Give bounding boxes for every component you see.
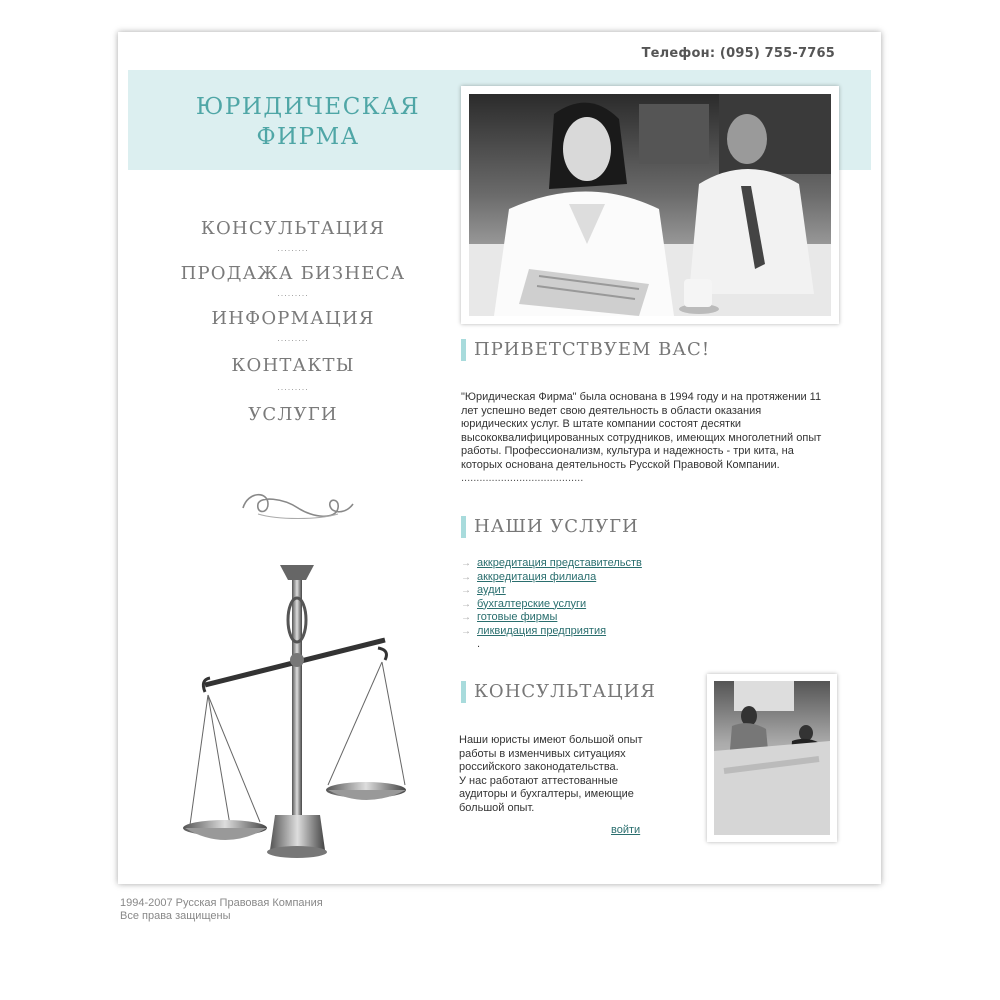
- list-item: [461, 611, 642, 625]
- welcome-paragraph: "Юридическая Фирма" была основана в 1994 году и на протяжении 11 лет успешно ведет свою деятельность в области оказания юридических услуг. В штате компании состоят десятки высококвалифицированных сотрудников, имеющих многолетний опыт работы. Профессионализм, культура и надежность - три кита, на которых основана деятельность Русской Правовой Компании.: [461, 391, 822, 471]
- services-list: [461, 557, 642, 652]
- service-link[interactable]: аккредитация филиала: [477, 570, 597, 583]
- meeting-image: [714, 681, 830, 835]
- welcome-text: [461, 391, 826, 486]
- office-people-image: [469, 94, 831, 316]
- footer-copyright: 1994-2007 Русская Правовая Компания: [120, 897, 323, 909]
- service-link[interactable]: аудит: [477, 584, 506, 596]
- services-trailing: .: [477, 638, 481, 650]
- welcome-title: ПРИВЕТСТВУЕМ ВАС!: [461, 339, 710, 361]
- list-item: [461, 598, 642, 612]
- footer: [120, 897, 323, 923]
- arrow-right-icon: →: [461, 571, 471, 583]
- phone-number: Телефон: (095) 755-7765: [641, 46, 835, 61]
- list-item: [461, 638, 642, 652]
- meeting-photo: [707, 674, 837, 842]
- hero-photo: [461, 86, 839, 324]
- consultation-title: КОНСУЛЬТАЦИЯ: [461, 681, 656, 703]
- list-item: [461, 557, 642, 571]
- page-container: [118, 32, 881, 884]
- service-link[interactable]: бухгалтерские услуги: [477, 597, 587, 610]
- nav-item-consultation[interactable]: КОНСУЛЬТАЦИЯ: [200, 218, 386, 239]
- consultation-paragraph-2: У нас работают аттестованные аудиторы и бухгалтеры, имеющие большой опыт.: [459, 774, 634, 814]
- consultation-text: [459, 734, 654, 815]
- logo[interactable]: [158, 92, 458, 152]
- scales-of-justice-icon: [180, 560, 420, 860]
- services-title: НАШИ УСЛУГИ: [461, 516, 639, 538]
- service-link[interactable]: ликвидация предприятия: [477, 624, 607, 637]
- main-nav: [158, 218, 428, 425]
- list-item: [461, 571, 642, 585]
- nav-separator: .........: [277, 333, 309, 343]
- list-item: [461, 625, 642, 639]
- nav-separator: .........: [277, 243, 309, 253]
- arrow-right-icon: →: [461, 585, 471, 596]
- consultation-paragraph-1: Наши юристы имеют большой опыт работы в изменчивых ситуациях российского законодательства.: [459, 734, 643, 773]
- nav-item-information[interactable]: ИНФОРМАЦИЯ: [211, 308, 375, 329]
- enter-link[interactable]: войти: [611, 824, 641, 836]
- logo-line-2: ФИРМА: [256, 124, 360, 150]
- nav-separator: .........: [277, 382, 309, 392]
- service-link[interactable]: готовые фирмы: [477, 611, 558, 623]
- service-link[interactable]: аккредитация представительств: [477, 557, 642, 569]
- list-item: [461, 584, 642, 598]
- nav-separator: .........: [277, 288, 309, 298]
- arrow-right-icon: →: [461, 612, 471, 623]
- nav-item-business-sale[interactable]: ПРОДАЖА БИЗНЕСА: [180, 263, 406, 284]
- welcome-dots: ........................................: [461, 472, 584, 484]
- footer-rights: Все права защищены: [120, 910, 231, 922]
- arrow-right-icon: →: [461, 598, 471, 610]
- arrow-right-icon: →: [461, 558, 471, 569]
- nav-item-contacts[interactable]: КОНТАКТЫ: [231, 355, 355, 376]
- arrow-right-icon: →: [461, 625, 471, 637]
- logo-line-1: ЮРИДИЧЕСКАЯ: [195, 94, 421, 120]
- nav-item-services[interactable]: УСЛУГИ: [248, 404, 338, 425]
- flourish-ornament-icon: [238, 486, 358, 526]
